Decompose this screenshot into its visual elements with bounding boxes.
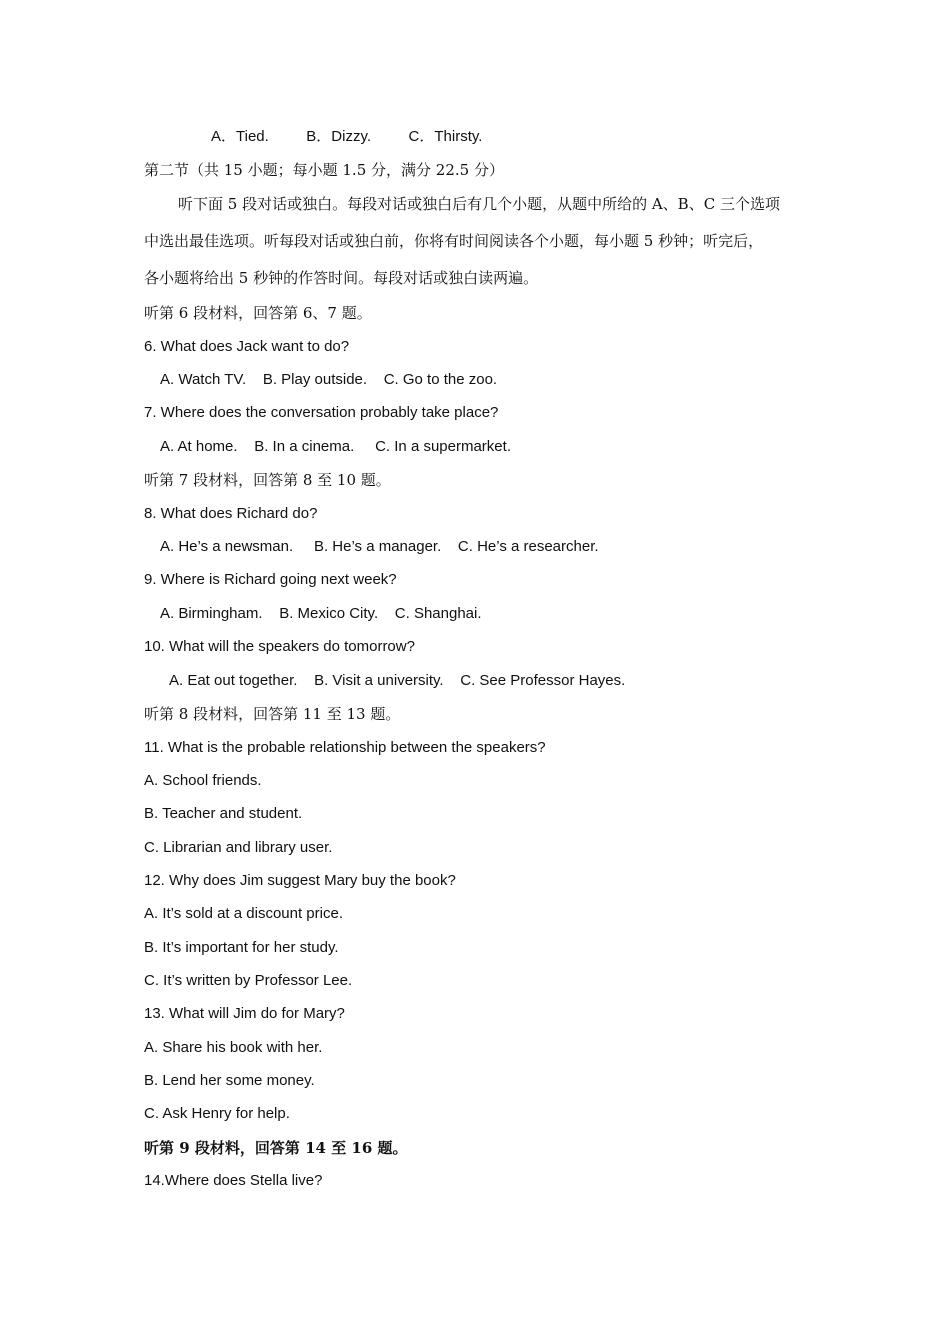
question-7: 7. Where does the conversation probably take place?: [144, 404, 499, 421]
question-11-option-b: B. Teacher and student.: [144, 805, 303, 822]
question-8-options: A. He’s a newsman. B. He’s a manager. C. He’s a researcher.: [160, 538, 599, 555]
material-7-heading: 听第 7 段材料，回答第 8 至 10 题。: [144, 471, 391, 489]
question-10-options: A. Eat out together. B. Visit a university. C. See Professor Hayes.: [169, 672, 626, 689]
instructions-line-3: 各小题将给出 5 秒钟的作答时间。每段对话或独白读两遍。: [144, 269, 539, 287]
material-6-heading: 听第 6 段材料，回答第 6、7 题。: [144, 304, 372, 322]
question-7-options: A. At home. B. In a cinema. C. In a supermarket.: [160, 438, 511, 455]
question-12: 12. Why does Jim suggest Mary buy the book?: [144, 872, 456, 889]
question-11-option-a: A. School friends.: [144, 772, 262, 789]
material-9-heading: 听第 9 段材料，回答第 14 至 16 题。: [144, 1139, 408, 1157]
question-9-options: A. Birmingham. B. Mexico City. C. Shanghai.: [160, 605, 482, 622]
question-12-option-c: C. It’s written by Professor Lee.: [144, 972, 353, 989]
question-8: 8. What does Richard do?: [144, 505, 318, 522]
section-heading: 第二节（共 15 小题；每小题 1.5 分，满分 22.5 分）: [144, 161, 504, 179]
question-14: 14.Where does Stella live?: [144, 1172, 323, 1189]
question-11: 11. What is the probable relationship between the speakers?: [144, 739, 546, 756]
question-12-option-a: A. It’s sold at a discount price.: [144, 905, 343, 922]
question-12-option-b: B. It’s important for her study.: [144, 939, 339, 956]
question-11-option-c: C. Librarian and library user.: [144, 839, 333, 856]
question-13-option-c: C. Ask Henry for help.: [144, 1105, 290, 1122]
question-6: 6. What does Jack want to do?: [144, 338, 350, 355]
instructions-line-2: 中选出最佳选项。听每段对话或独白前，你将有时间阅读各个小题，每小题 5 秒钟；听完后，: [144, 232, 764, 250]
question-13-option-b: B. Lend her some money.: [144, 1072, 315, 1089]
material-8-heading: 听第 8 段材料，回答第 11 至 13 题。: [144, 705, 401, 723]
question-10: 10. What will the speakers do tomorrow?: [144, 638, 415, 655]
instructions-line-1: 听下面 5 段对话或独白。每段对话或独白后有几个小题，从题中所给的 A、B、C 三个选项: [178, 195, 780, 213]
question-13-option-a: A. Share his book with her.: [144, 1039, 323, 1056]
question-6-options: A. Watch TV. B. Play outside. C. Go to the zoo.: [160, 371, 498, 388]
q5-options: A．Tied. B．Dizzy. C．Thirsty.: [211, 128, 483, 145]
question-9: 9. Where is Richard going next week?: [144, 571, 397, 588]
question-13: 13. What will Jim do for Mary?: [144, 1005, 345, 1022]
